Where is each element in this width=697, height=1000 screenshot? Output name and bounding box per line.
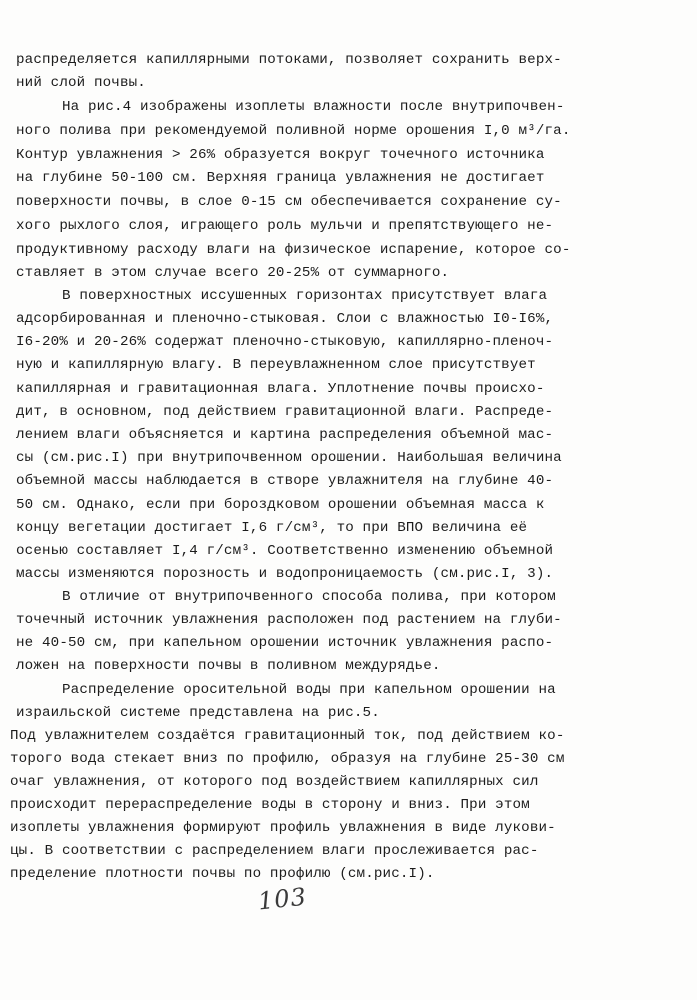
text-line: сы (см.рис.I) при внутрипочвенном орошении. Наибольшая величина <box>16 450 562 466</box>
text-line: торого вода стекает вниз по профилю, образуя на глубине 25-30 см <box>10 751 565 767</box>
text-line: В поверхностных иссушенных горизонтах присутствует влага <box>62 288 548 304</box>
text-line: объемной массы наблюдается в створе увлажнителя на глубине 40- <box>16 473 554 489</box>
text-line: лением влаги объясняется и картина распределения объемной мас- <box>16 427 554 443</box>
text-line: ную и капиллярную влагу. В переувлажненном слое присутствует <box>16 357 536 373</box>
text-line: ного полива при рекомендуемой поливной норме орошения I,0 м³/га. <box>16 123 571 139</box>
text-line: израильской системе представлена на рис.5. <box>16 705 380 721</box>
text-line: концу вегетации достигает I,6 г/см³, то при ВПО величина её <box>16 520 528 536</box>
text-line: ний слой почвы. <box>16 75 146 91</box>
text-line: Контур увлажнения > 26% образуется вокруг точечного источника <box>16 147 545 163</box>
text-line: массы изменяются порозность и водопроницаемость (см.рис.I, 3). <box>16 566 554 582</box>
text-line: дит, в основном, под действием гравитационной влаги. Распреде- <box>16 404 554 420</box>
text-line: хого рыхлого слоя, играющего роль мульчи и препятствующего не- <box>16 218 554 234</box>
text-line: Под увлажнителем создаётся гравитационный ток, под действием ко- <box>10 728 565 744</box>
text-line: В отличие от внутрипочвенного способа полива, при котором <box>62 589 556 605</box>
text-line: пределение плотности почвы по профилю (см.рис.I). <box>10 866 435 882</box>
text-line: происходит перераспределение воды в сторону и вниз. При этом <box>10 797 530 813</box>
page-number: 103 <box>256 882 309 916</box>
text-line: очаг увлажнения, от которого под воздействием капиллярных сил <box>10 774 539 790</box>
text-line: не 40-50 см, при капельном орошении источник увлажнения распо- <box>16 635 554 651</box>
text-line: на глубине 50-100 см. Верхняя граница увлажнения не достигает <box>16 170 545 186</box>
text-line: цы. В соответствии с распределением влаги прослеживается рас- <box>10 843 539 859</box>
text-line: Распределение оросительной воды при капельном орошении на <box>62 682 556 698</box>
text-line: продуктивному расходу влаги на физическое испарение, которое со- <box>16 242 571 258</box>
text-line: адсорбированная и пленочно-стыковая. Слои с влажностью I0-I6%, <box>16 311 554 327</box>
text-line: точечный источник увлажнения расположен под растением на глуби- <box>16 612 562 628</box>
text-line: изоплеты увлажнения формируют профиль увлажнения в виде лукови- <box>10 820 556 836</box>
text-line: На рис.4 изображены изоплеты влажности после внутрипочвен- <box>62 99 565 115</box>
text-line: I6-20% и 20-26% содержат пленочно-стыковую, капиллярно-пленоч- <box>16 334 554 350</box>
text-line: капиллярная и гравитационная влага. Уплотнение почвы происхо- <box>16 381 545 397</box>
text-line: распределяется капиллярными потоками, позволяет сохранить верх- <box>16 52 562 68</box>
text-line: поверхности почвы, в слое 0-15 см обеспечивается сохранение су- <box>16 194 562 210</box>
text-line: ложен на поверхности почвы в поливном междурядье. <box>16 658 441 674</box>
text-line: ставляет в этом случае всего 20-25% от суммарного. <box>16 265 450 281</box>
text-line: 50 см. Однако, если при бороздковом орошении объемная масса к <box>16 497 545 513</box>
text-line: осенью составляет I,4 г/см³. Соответственно изменению объемной <box>16 543 554 559</box>
